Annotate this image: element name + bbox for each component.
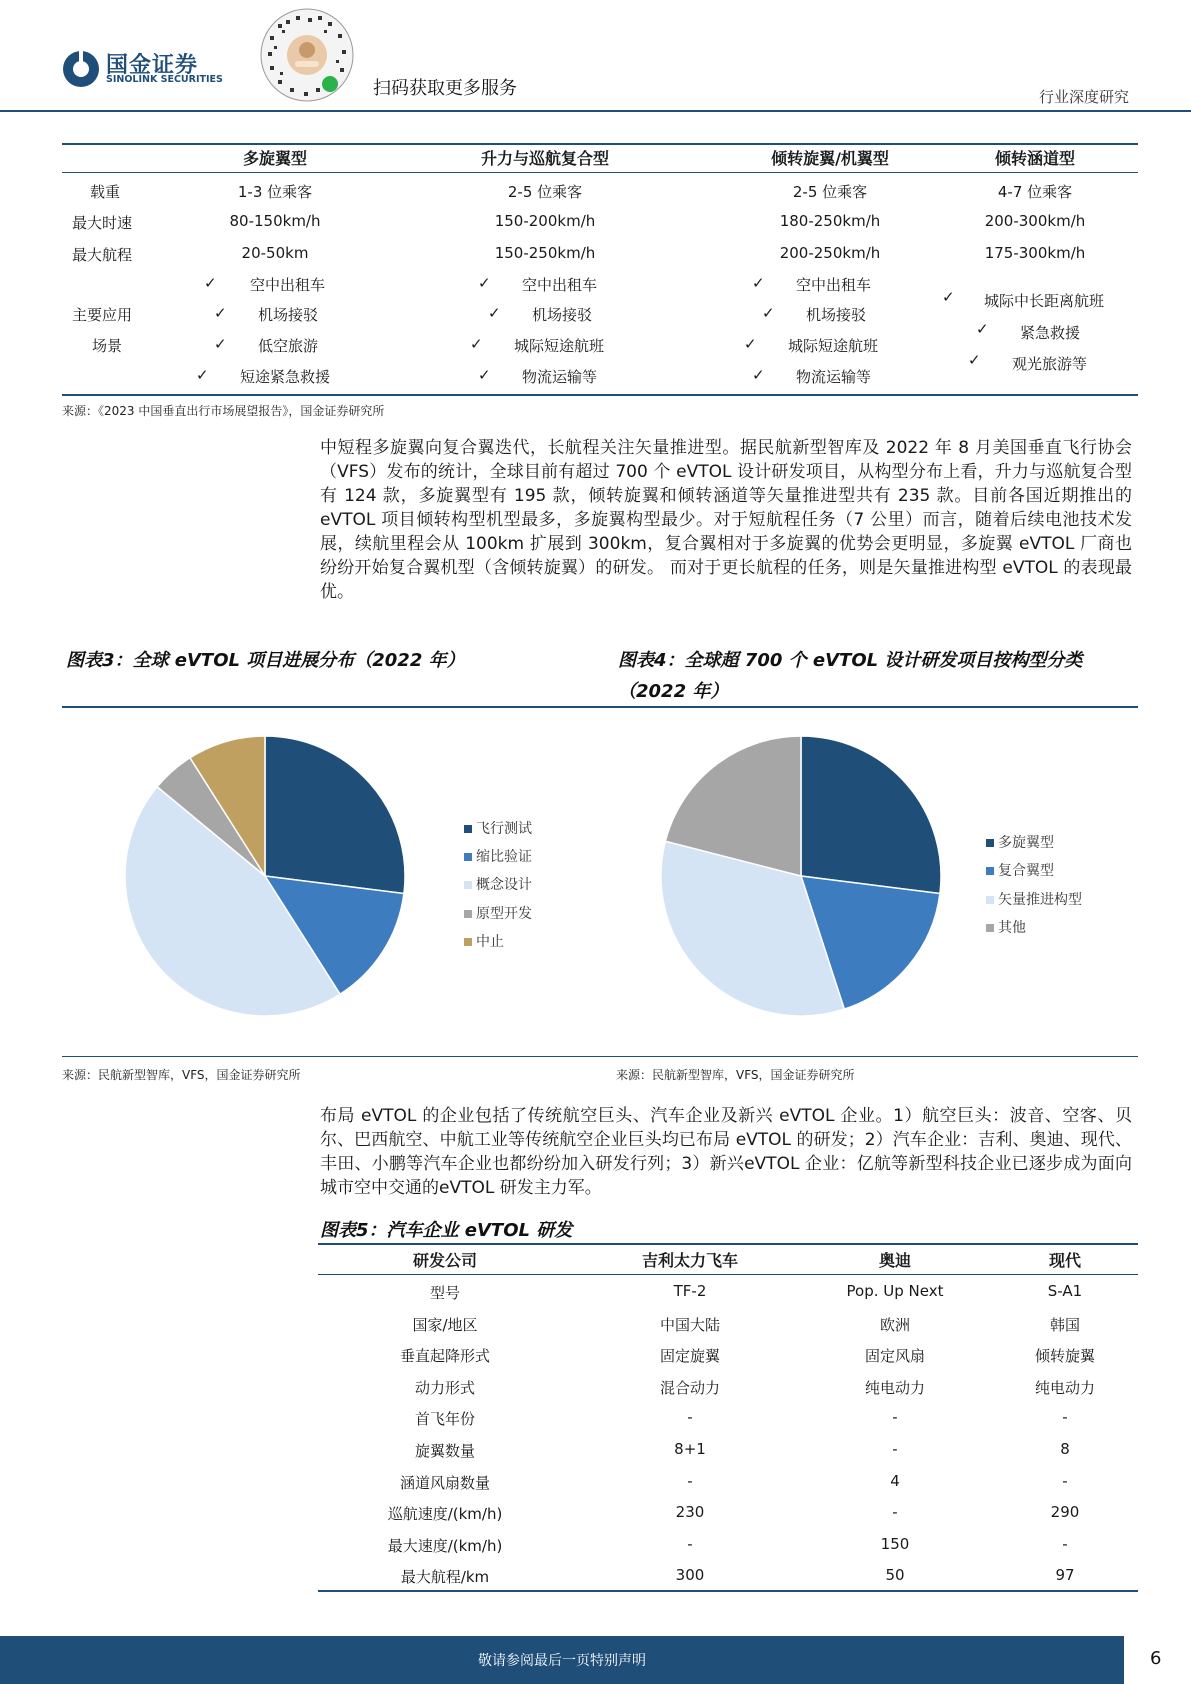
table2-cell: 97 (1055, 1566, 1075, 1585)
table1-top-rule (62, 143, 1138, 145)
table1-cell: 150-250km/h (494, 244, 596, 262)
table1-app: 机场接驳 (258, 306, 319, 324)
check-icon: ✓ (214, 304, 227, 322)
table1-row-label: 载重 (90, 183, 121, 201)
legend-item (464, 846, 532, 866)
brand-name-en: SINOLINK SECURITIES (106, 74, 223, 85)
check-icon: ✓ (478, 274, 491, 292)
table2-bottom-rule (318, 1590, 1138, 1592)
table2-cell: - (1062, 1408, 1068, 1427)
legend-label: 原型开发 (476, 906, 532, 922)
table1-app: 机场接驳 (806, 306, 867, 324)
table1-cell: 1-3 位乘客 (237, 183, 313, 201)
pie-chart-progress (110, 726, 430, 1026)
table2-row-label: 动力形式 (414, 1378, 475, 1397)
table2-cell: - (892, 1440, 898, 1458)
figure4-title: 图表4：全球超 700 个 eVTOL 设计研发项目按构型分类 (618, 650, 1083, 671)
table2-cell: 8+1 (674, 1440, 706, 1458)
check-icon: ✓ (976, 320, 989, 338)
table2-cell: 韩国 (1049, 1315, 1080, 1334)
page-number: 6 (1150, 1648, 1162, 1669)
figure4-source: 来源：民航新型智库，VFS，国金证券研究所 (616, 1068, 855, 1082)
legend-label: 飞行测试 (476, 821, 532, 837)
footer-notice: 敬请参阅最后一页特别声明 (478, 1653, 646, 1669)
legend-item (464, 903, 532, 923)
legend-label: 其他 (998, 920, 1026, 936)
table1-cell: 150-200km/h (494, 212, 596, 230)
check-icon: ✓ (752, 274, 765, 292)
legend-label: 缩比验证 (476, 849, 532, 865)
check-icon: ✓ (942, 288, 955, 306)
check-icon: ✓ (744, 335, 757, 353)
legend-swatch (464, 825, 472, 833)
figures-bottom-rule (62, 1056, 1138, 1057)
legend-item (464, 874, 532, 894)
table1-header: 升力与巡航复合型 (480, 149, 609, 168)
figure3-title: 图表3：全球 eVTOL 项目进展分布（2022 年） (66, 650, 465, 671)
table1-source: 来源：《2023 中国垂直出行市场展望报告》，国金证券研究所 (62, 404, 385, 418)
table1-header-rule (62, 172, 1138, 173)
legend-swatch (464, 910, 472, 918)
legend-swatch (986, 839, 994, 847)
check-icon: ✓ (752, 366, 765, 384)
figure3-source: 来源：民航新型智库，VFS，国金证券研究所 (62, 1068, 301, 1082)
table1-app: 物流运输等 (522, 368, 598, 386)
table2-top-rule (318, 1243, 1138, 1245)
legend-swatch (464, 938, 472, 946)
table1-app: 观光旅游等 (1012, 355, 1088, 373)
table2-row-label: 首飞年份 (414, 1410, 475, 1429)
table1-cell: 200-250km/h (779, 244, 881, 262)
table2-cell: 150 (880, 1534, 910, 1553)
check-icon: ✓ (968, 351, 981, 369)
table2-cell: - (687, 1471, 693, 1490)
legend-item (986, 917, 1026, 937)
legend-item (986, 860, 1054, 880)
body-paragraph: 中短程多旋翼向复合翼迭代，长航程关注矢量推进型。据民航新型智库及 2022 年 8 月美国垂直飞行协会（VFS）发布的统计，全球目前有超过 700 个 eVTOL 设计研发项目，从构型分布上看，升力与巡航复合型有 124 款，多旋翼型有 195 款，倾转旋翼和倾转涵道等矢量推进型共有 235 款。目前各国近期推出的eVTOL 项目倾转构型机型最多，多旋翼构型最少。对于短航程任务（7 公里）而言，随着后续电池技术发展，续航里程会从 100km 扩展到 300km，复合翼相对于多旋翼的优势会更明显，多旋翼 eVTOL 厂商也纷纷开始复合翼机型（含倾转旋翼）的研发。 而对于更长航程的任务，则是矢量推进构型 eVTOL 的表现最优。 (320, 438, 1132, 602)
table2-cell: - (1062, 1534, 1068, 1553)
pie-chart-configuration (646, 726, 946, 1026)
table2-cell: 290 (1050, 1503, 1080, 1522)
table2-cell: - (687, 1534, 693, 1553)
table2-row-label: 涵道风扇数量 (399, 1473, 490, 1492)
check-icon: ✓ (196, 366, 209, 384)
check-icon: ✓ (204, 274, 217, 292)
check-icon: ✓ (470, 335, 483, 353)
legend-swatch (986, 896, 994, 904)
table2-cell: 中国大陆 (659, 1315, 720, 1334)
table1-app: 低空旅游 (258, 337, 319, 355)
check-icon: ✓ (214, 335, 227, 353)
legend-label: 复合翼型 (998, 863, 1054, 879)
report-category: 行业深度研究 (1038, 88, 1129, 106)
legend-label: 多旋翼型 (998, 835, 1054, 851)
table1-header: 多旋翼型 (242, 149, 307, 168)
legend-label: 矢量推进构型 (998, 892, 1082, 908)
table1-bottom-rule (62, 394, 1138, 396)
table1-app: 机场接驳 (532, 306, 593, 324)
body-paragraph: 布局 eVTOL 的企业包括了传统航空巨头、汽车企业及新兴 eVTOL 企业。1）航空巨头：波音、空客、贝尔、巴西航空、中航工业等传统航空企业巨头均已布局 eVTOL 的研发；2）汽车企业：吉利、奥迪、现代、丰田、小鹏等汽车企业也都纷纷加入研发行列；3）新兴eVTOL 企业：亿航等新型科技企业已逐步成为面向城市空中交通的eVTOL 研发主力军。 (320, 1106, 1132, 1198)
legend-swatch (986, 867, 994, 875)
table2-cell: - (687, 1408, 693, 1427)
table2-cell: 230 (675, 1503, 705, 1522)
table1-app: 空中出租车 (522, 276, 598, 294)
table2-header: 研发公司 (412, 1251, 477, 1270)
table1-cell: 80-150km/h (229, 212, 321, 230)
table2-cell: S-A1 (1047, 1282, 1083, 1300)
check-icon: ✓ (488, 304, 501, 322)
table2-cell: Pop. Up Next (846, 1282, 944, 1300)
table1-header: 倾转旋翼/机翼型 (771, 149, 889, 168)
table1-app: 短途紧急救援 (240, 368, 331, 386)
table1-app: 紧急救援 (1020, 324, 1081, 342)
legend-item (986, 889, 1082, 909)
brand-name-cn: 国金证券 (106, 53, 199, 78)
table2-row-label: 最大航程/km (400, 1568, 490, 1587)
legend-item (464, 818, 532, 838)
table2-header-rule (318, 1274, 1138, 1275)
pie-slice-多旋翼型 (801, 736, 941, 894)
table2-row-label: 最大速度/(km/h) (387, 1536, 503, 1555)
table2-cell: 固定旋翼 (659, 1347, 720, 1366)
table2-cell: 固定风扇 (864, 1347, 925, 1366)
table2-cell: TF-2 (673, 1282, 707, 1300)
check-icon: ✓ (762, 304, 775, 322)
legend-item (986, 832, 1054, 852)
check-icon: ✓ (478, 366, 491, 384)
table2-row-label: 垂直起降形式 (399, 1347, 490, 1366)
table1-app: 空中出租车 (250, 276, 326, 294)
table1-app: 物流运输等 (796, 368, 872, 386)
table2-row-label: 型号 (429, 1284, 460, 1302)
table2-row-label: 旋翼数量 (414, 1442, 475, 1460)
table1-cell: 2-5 位乘客 (792, 183, 868, 201)
table1-cell: 175-300km/h (984, 244, 1086, 262)
table1-app: 城际短途航班 (788, 337, 879, 355)
table1-app-label: 主要应用 (72, 306, 133, 324)
table1-cell: 200-300km/h (984, 212, 1086, 230)
table2-cell: - (892, 1408, 898, 1427)
header-divider (0, 110, 1191, 112)
table2-cell: 300 (675, 1566, 705, 1585)
sinolink-logo-icon (62, 50, 100, 88)
table2-cell: 混合动力 (659, 1378, 720, 1397)
table2-cell: 纯电动力 (864, 1378, 925, 1397)
table2-header: 现代 (1048, 1251, 1081, 1270)
table1-header: 倾转涵道型 (994, 149, 1075, 168)
table1-app: 空中出租车 (796, 276, 872, 294)
legend-swatch (464, 853, 472, 861)
table2-cell: - (892, 1503, 898, 1522)
qr-caption: 扫码获取更多服务 (373, 78, 517, 99)
table2-row-label: 国家/地区 (412, 1315, 478, 1334)
figure4-title-cont: （2022 年） (618, 681, 729, 702)
table2-cell: 欧洲 (879, 1315, 910, 1334)
legend-item (464, 931, 504, 951)
table2-cell: 50 (885, 1566, 905, 1585)
table1-app-label: 场景 (92, 337, 123, 355)
table1-cell: 4-7 位乘客 (997, 183, 1073, 201)
table2-row-label: 巡航速度/(km/h) (387, 1505, 503, 1524)
table1-cell: 20-50km (241, 244, 309, 262)
table2-cell: 纯电动力 (1034, 1378, 1095, 1397)
table2-header: 奥迪 (878, 1251, 911, 1270)
table1-row-label: 最大航程 (72, 246, 133, 264)
table2-cell: 8 (1060, 1440, 1070, 1458)
table2-cell: 4 (890, 1471, 900, 1490)
legend-label: 中止 (476, 934, 504, 950)
table1-cell: 2-5 位乘客 (507, 183, 583, 201)
legend-swatch (464, 881, 472, 889)
qr-code-icon[interactable] (258, 6, 356, 104)
legend-label: 概念设计 (476, 877, 532, 893)
table2-cell: 倾转旋翼 (1034, 1347, 1095, 1366)
table1-row-label: 最大时速 (72, 214, 133, 232)
pie-slice-飞行测试 (265, 736, 405, 894)
table1-app: 城际短途航班 (514, 337, 605, 355)
table1-cell: 180-250km/h (779, 212, 881, 230)
legend-swatch (986, 924, 994, 932)
table2-title: 图表5：汽车企业 eVTOL 研发 (320, 1220, 573, 1241)
table1-app: 城际中长距离航班 (984, 292, 1105, 310)
table2-header: 吉利太力飞车 (641, 1251, 738, 1270)
table2-cell: - (1062, 1471, 1068, 1490)
figures-top-rule (62, 706, 1138, 708)
